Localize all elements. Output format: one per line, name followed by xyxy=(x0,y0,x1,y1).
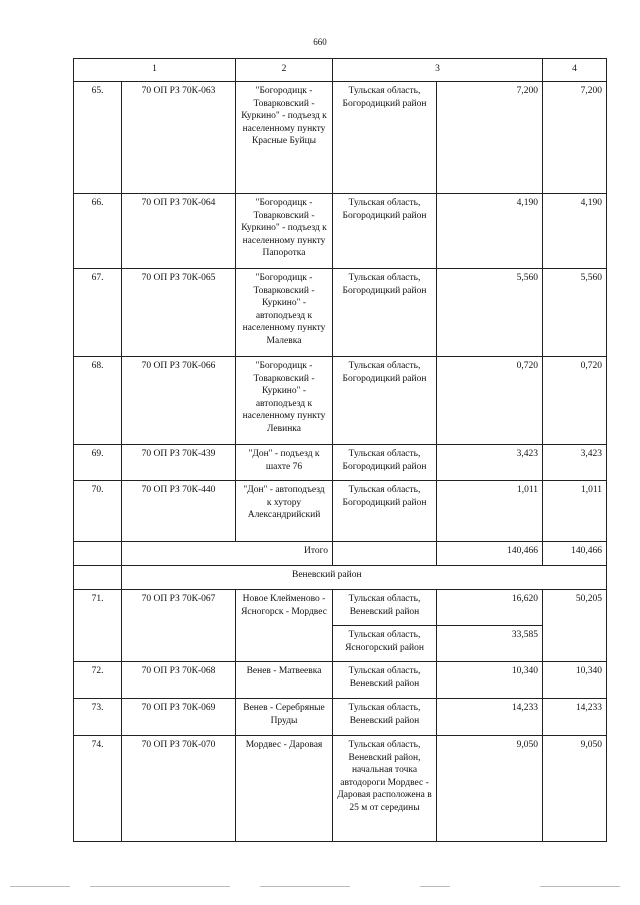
empty-cell xyxy=(74,542,122,566)
road-total: 1,011 xyxy=(543,481,607,542)
road-length: 5,560 xyxy=(437,269,543,357)
road-name: Венев - Серебряные Пруды xyxy=(236,699,333,736)
road-name: "Богородицк - Товарковский - Куркино" - автоподъезд к населенному пункту Малевка xyxy=(236,269,333,357)
road-region: Тульская область, Богородицкий район xyxy=(333,194,437,269)
table-row xyxy=(74,699,607,736)
road-total: 10,340 xyxy=(543,662,607,699)
road-length: 10,340 xyxy=(437,662,543,699)
table-row xyxy=(74,445,607,481)
table-row xyxy=(74,269,607,357)
row-number: 71. xyxy=(74,590,122,662)
row-number: 73. xyxy=(74,699,122,736)
itogo-label: Итого xyxy=(122,542,333,566)
road-region: Тульская область, Веневский район xyxy=(333,662,437,699)
road-name: Мордвес - Даровая xyxy=(236,736,333,842)
road-code: 70 ОП РЗ 70К-068 xyxy=(122,662,236,699)
empty-cell xyxy=(74,566,122,590)
road-region: Тульская область, Богородицкий район xyxy=(333,82,437,194)
itogo-length: 140,466 xyxy=(437,542,543,566)
road-name: "Дон" - подъезд к шахте 76 xyxy=(236,445,333,481)
header-col-1: 1 xyxy=(74,59,236,82)
table-row xyxy=(74,662,607,699)
road-length: 1,011 xyxy=(437,481,543,542)
row-number: 67. xyxy=(74,269,122,357)
table-row xyxy=(74,194,607,269)
road-length: 3,423 xyxy=(437,445,543,481)
itogo-total: 140,466 xyxy=(543,542,607,566)
road-name: "Богородицк - Товарковский - Куркино" - подъезд к населенному пункту Папоротка xyxy=(236,194,333,269)
header-col-4: 4 xyxy=(543,59,607,82)
page-number: 660 xyxy=(313,37,327,47)
table-row xyxy=(74,357,607,445)
road-code: 70 ОП РЗ 70К-065 xyxy=(122,269,236,357)
road-code: 70 ОП РЗ 70К-070 xyxy=(122,736,236,842)
header-col-3: 3 xyxy=(333,59,543,82)
row-number: 72. xyxy=(74,662,122,699)
itogo-row xyxy=(74,542,607,566)
table-header-row xyxy=(74,59,607,82)
road-code: 70 ОП РЗ 70К-066 xyxy=(122,357,236,445)
road-total: 5,560 xyxy=(543,269,607,357)
road-name: "Дон" - автоподъезд к хутору Александрийский xyxy=(236,481,333,542)
road-code: 70 ОП РЗ 70К-064 xyxy=(122,194,236,269)
row-number: 74. xyxy=(74,736,122,842)
road-region: Тульская область, Ясногорский район xyxy=(333,626,437,662)
road-length: 14,233 xyxy=(437,699,543,736)
road-region: Тульская область, Богородицкий район xyxy=(333,445,437,481)
road-length: 4,190 xyxy=(437,194,543,269)
road-total: 0,720 xyxy=(543,357,607,445)
road-region: Тульская область, Веневский район, начальная точка автодороги Мордвес - Даровая расположена в 25 м от середины xyxy=(333,736,437,842)
road-length: 33,585 xyxy=(437,626,543,662)
road-total: 14,233 xyxy=(543,699,607,736)
road-code: 70 ОП РЗ 70К-067 xyxy=(122,590,236,662)
table-row xyxy=(74,736,607,842)
table-row xyxy=(74,82,607,194)
district-title: Веневский район xyxy=(122,566,607,590)
empty-cell xyxy=(333,542,437,566)
road-name: Венев - Матвеевка xyxy=(236,662,333,699)
road-length: 16,620 xyxy=(437,590,543,626)
road-region: Тульская область, Богородицкий район xyxy=(333,357,437,445)
road-code: 70 ОП РЗ 70К-439 xyxy=(122,445,236,481)
road-region: Тульская область, Веневский район xyxy=(333,590,437,626)
row-number: 68. xyxy=(74,357,122,445)
road-total: 4,190 xyxy=(543,194,607,269)
road-code: 70 ОП РЗ 70К-440 xyxy=(122,481,236,542)
row-number: 66. xyxy=(74,194,122,269)
road-length: 7,200 xyxy=(437,82,543,194)
road-code: 70 ОП РЗ 70К-069 xyxy=(122,699,236,736)
road-length: 0,720 xyxy=(437,357,543,445)
district-row xyxy=(74,566,607,590)
row-number: 65. xyxy=(74,82,122,194)
road-region: Тульская область, Богородицкий район xyxy=(333,481,437,542)
table-row xyxy=(74,590,607,626)
road-total: 7,200 xyxy=(543,82,607,194)
road-total: 50,205 xyxy=(543,590,607,662)
road-region: Тульская область, Богородицкий район xyxy=(333,269,437,357)
roads-table xyxy=(73,58,607,842)
row-number: 69. xyxy=(74,445,122,481)
road-name: "Богородицк - Товарковский - Куркино" - автоподъезд к населенному пункту Левинка xyxy=(236,357,333,445)
row-number: 70. xyxy=(74,481,122,542)
road-name: Новое Клейменово - Ясногорск - Мордвес xyxy=(236,590,333,662)
road-code: 70 ОП РЗ 70К-063 xyxy=(122,82,236,194)
header-col-2: 2 xyxy=(236,59,333,82)
road-total: 9,050 xyxy=(543,736,607,842)
scan-artifact xyxy=(0,886,640,888)
road-length: 9,050 xyxy=(437,736,543,842)
road-total: 3,423 xyxy=(543,445,607,481)
road-name: "Богородицк - Товарковский - Куркино" - подъезд к населенному пункту Красные Буйцы xyxy=(236,82,333,194)
road-region: Тульская область, Веневский район xyxy=(333,699,437,736)
table-row xyxy=(74,481,607,542)
